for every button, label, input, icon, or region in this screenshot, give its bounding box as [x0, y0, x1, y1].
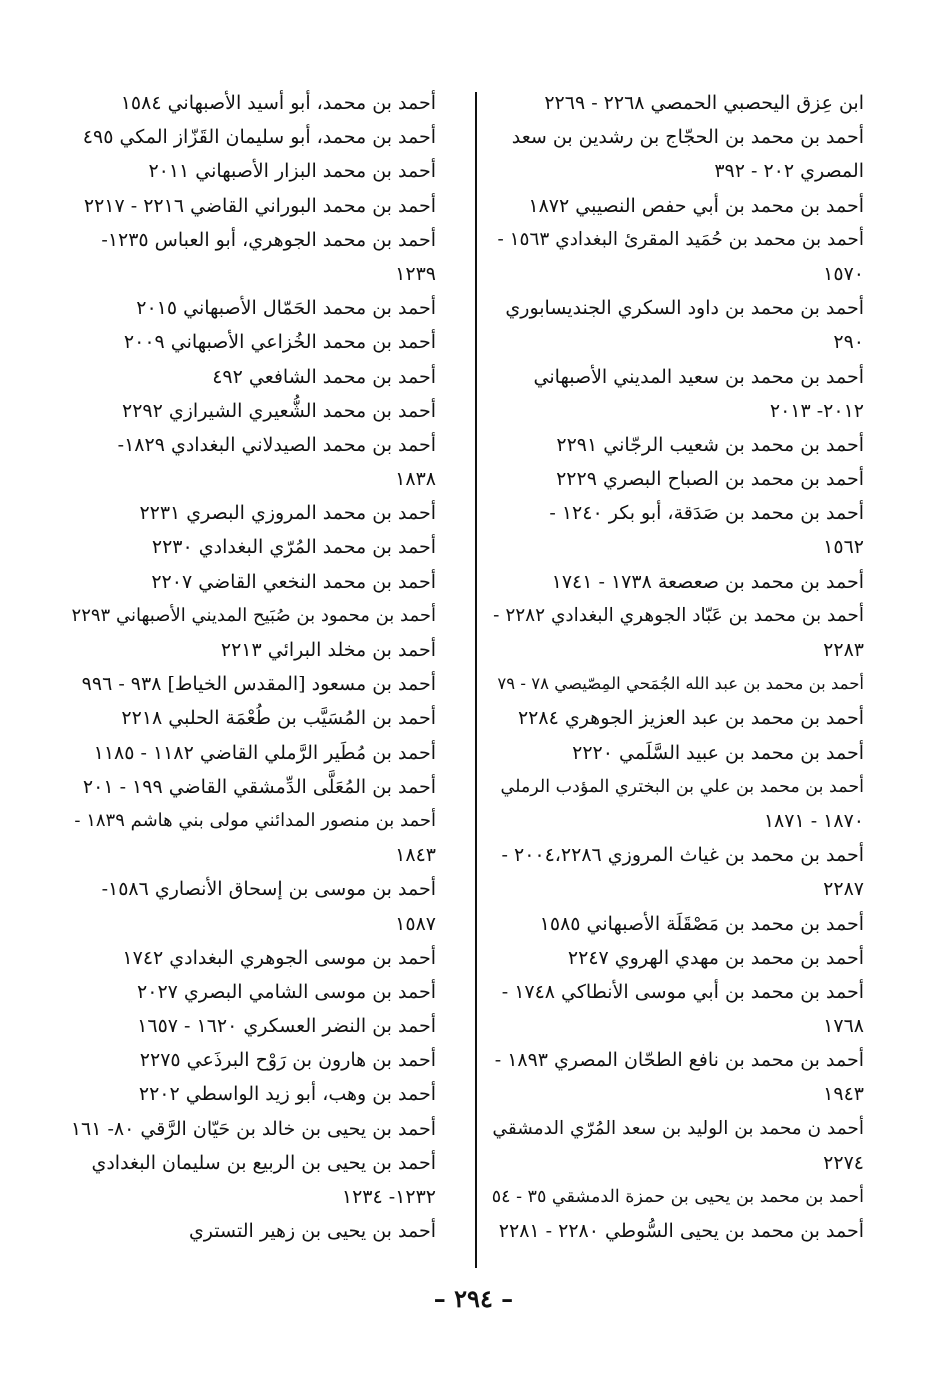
index-entry-line: ١٥٧٠: [823, 262, 864, 285]
index-entry-line: أحمد بن محمد المُرّي البغدادي ٢٢٣٠: [151, 536, 436, 559]
index-entry-line: أحمد بن محمد البوراني القاضي ٢٢١٦ - ٢٢١٧: [83, 194, 436, 217]
index-entry-line: أحمد بن محمد بن حُمَيد المقرئ البغدادي ١٥٦٣ -: [497, 228, 864, 250]
index-entry-line: ١٥٨٧: [395, 912, 436, 935]
index-entry-line: أحمد بن منصور المدائني مولى بني هاشم ١٨٣٩ -: [74, 809, 436, 831]
index-entry-line: أحمد بن محمد بن داود السكري الجنديسابوري: [505, 297, 864, 320]
index-entry-line: أحمد بن محمد البزار الأصبهاني ٢٠١١: [148, 160, 436, 183]
index-entry-line: أحمد بن محمد الصيدلاني البغدادي ١٨٢٩-: [117, 433, 436, 456]
index-entry-line: ٢٠١٢- ٢٠١٣: [769, 399, 864, 422]
index-entry-line: أحمد بن محمد بن صَدَقة، أبو بكر ١٢٤٠ -: [549, 502, 864, 525]
index-entry-line: أحمد بن محمد الشُّعيري الشيرازي ٢٢٩٢: [122, 399, 436, 422]
index-entry-line: أحمد بن المُسَيَّب بن طُعْمَة الحلبي ٢٢١٨: [121, 707, 436, 730]
index-entry-line: أحمد بن محمد الجوهري، أبو العباس ١٢٣٥-: [101, 228, 436, 251]
index-entry-line: ١٢٣٩: [395, 262, 436, 285]
index-entry-line: أحمد بن محمد بن علي بن البختري المؤدب الرملي: [500, 776, 864, 797]
index-entry-line: أحمد بن يحيى بن زهير التستري: [188, 1220, 436, 1243]
index-column-right: [492, 86, 864, 1248]
index-entry-line: أحمد بن يحيى بن خالد بن حَيّان الرَّقي ٨٠- ١٦١: [70, 1117, 436, 1140]
index-entry-line: أحمد بن محمد الحَمّال الأصبهاني ٢٠١٥: [136, 297, 436, 320]
index-entry-line: أحمد بن يحيى بن الربيع بن سليمان البغدادي: [91, 1151, 436, 1174]
index-entry-line: أحمد بن موسى الشامي البصري ٢٠٢٧: [137, 980, 436, 1003]
index-entry-line: ١٨٧٠ - ١٨٧١: [763, 809, 864, 832]
index-entry-line: أحمد بن محمد بن عبد الله الجُمَحي المِصّيصي ٧٨ - ٧٩: [497, 674, 864, 694]
index-entry-line: ٢٢٧٤: [823, 1151, 864, 1174]
index-entry-line: أحمد بن محمد بن عَبّاد الجوهري البغدادي ٢٢٨٢ -: [493, 604, 864, 626]
page-number: – ٢٩٤ –: [433, 1284, 514, 1313]
index-entry-line: أحمد بن محمد بن الحجّاج بن رشدين بن سعد: [511, 126, 864, 149]
index-entry-line: ١٥٦٢: [823, 536, 864, 559]
index-entry-line: أحمد بن محمد بن الصباح البصري ٢٢٢٩: [556, 468, 864, 491]
index-entry-line: أحمد بن محمد، أبو سليمان القَزّاز المكي ٤٩٥: [82, 126, 436, 149]
index-entry-line: ابن عِزق اليحصبي الحمصي ٢٢٦٨ - ٢٢٦٩: [544, 92, 864, 114]
index-entry-line: أحمد بن محمد بن شعيب الرجّاني ٢٢٩١: [556, 433, 864, 456]
index-entry-line: أحمد بن محمد النخعي القاضي ٢٢٠٧: [151, 570, 436, 593]
index-column-left: [66, 86, 436, 1248]
index-entry-line: أحمد بن محمد بن غياث المروزي ٢٠٠٤،٢٢٨٦ -: [501, 844, 864, 867]
index-entry-line: أحمد بن محمد الشافعي ٤٩٢: [212, 365, 436, 388]
index-entry-line: ٢٢٨٧: [823, 878, 864, 901]
index-entry-line: ١٨٤٣: [395, 844, 436, 867]
index-entry-line: أحمد بن محمد بن عبد العزيز الجوهري ٢٢٨٤: [517, 707, 864, 730]
index-entry-line: أحمد بن محمد بن مَصْقَلَة الأصبهاني ١٥٨٥: [539, 912, 864, 935]
index-entry-line: أحمد بن هارون بن رَوْح البرذَعي ٢٢٧٥: [139, 1049, 436, 1072]
index-entry-line: ٢٩٠: [833, 331, 864, 354]
index-entry-line: ١٨٣٨: [395, 468, 436, 491]
index-entry-line: أحمد بن محمد بن أبي حفص النصيبي ١٨٧٢: [528, 194, 864, 217]
index-entry-line: أحمد بن موسى بن إسحاق الأنصاري ١٥٨٦-: [101, 878, 436, 901]
index-entry-line: أحمد بن محمود بن صُبَيح المديني الأصبهاني ٢٢٩٣: [71, 604, 436, 626]
index-entry-line: أحمد بن محمد بن يحيى السُّوطي ٢٢٨٠ - ٢٢٨١: [498, 1220, 864, 1243]
index-entry-line: ١٧٦٨: [823, 1015, 864, 1038]
index-entry-line: أحمد بن محمد بن أبي موسى الأنطاكي ١٧٤٨ -: [501, 980, 864, 1003]
index-entry-line: أحمد ن محمد بن الوليد بن سعد المُرّي الدمشقي: [492, 1117, 864, 1139]
index-entry-line: أحمد بن وهب، أبو زيد الواسطي ٢٢٠٢: [138, 1083, 436, 1106]
index-entry-line: أحمد بن محمد الخُزاعي الأصبهاني ٢٠٠٩: [123, 331, 436, 354]
index-entry-line: ١٢٣٢- ١٢٣٤: [341, 1186, 436, 1208]
index-entry-line: أحمد بن موسى الجوهري البغدادي ١٧٤٢: [122, 946, 436, 969]
index-entry-line: أحمد بن النضر العسكري ١٦٢٠ - ١٦٥٧: [137, 1015, 436, 1038]
index-entry-line: أحمد بن محمد بن سعيد المديني الأصبهاني: [533, 365, 864, 388]
index-entry-line: أحمد بن محمد، أبو أسيد الأصبهاني ١٥٨٤: [120, 92, 436, 114]
index-entry-line: أحمد بن مُطَير الرَّملي القاضي ١١٨٢ - ١١٨٥: [93, 741, 436, 764]
index-entry-line: أحمد بن محمد بن يحيى بن حمزة الدمشقي ٣٥ - ٥٤: [492, 1187, 864, 1207]
index-entry-line: المصري ٢٠٢ - ٣٩٢: [714, 160, 864, 183]
index-entry-line: أحمد بن المُعَلَّى الدِّمشقي القاضي ١٩٩ - ٢٠١: [82, 775, 436, 798]
index-entry-line: أحمد بن محمد المروزي البصري ٢٢٣١: [139, 502, 436, 525]
index-entry-line: ١٩٤٣: [823, 1083, 864, 1106]
index-entry-line: ٢٢٨٣: [823, 639, 864, 661]
column-divider: [475, 92, 477, 1268]
index-entry-line: أحمد بن محمد بن مهدي الهروي ٢٢٤٧: [567, 946, 864, 969]
index-entry-line: أحمد بن محمد بن عبيد السَّلَمي ٢٢٢٠: [572, 741, 864, 764]
index-entry-line: أحمد بن مخلد البرائي ٢٢١٣: [220, 639, 436, 661]
index-entry-line: أحمد بن محمد بن صعصعة ١٧٣٨ - ١٧٤١: [551, 570, 864, 593]
index-entry-line: أحمد بن مسعود [المقدس الخياط] ٩٣٨ - ٩٩٦: [81, 673, 436, 696]
index-entry-line: أحمد بن محمد بن نافع الطحّان المصري ١٨٩٣ -: [494, 1049, 864, 1072]
